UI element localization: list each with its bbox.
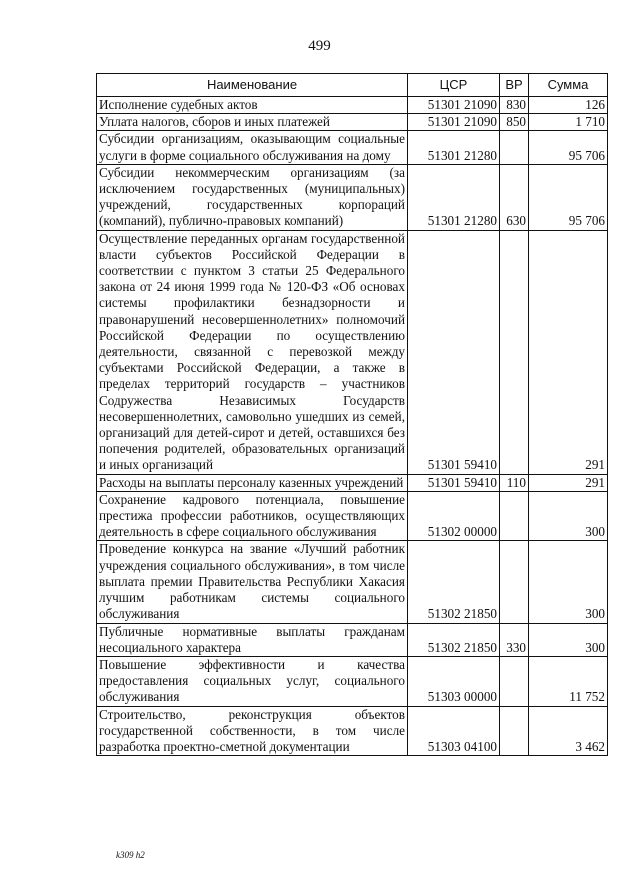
cell-name: Исполнение судебных актов [97, 97, 408, 114]
header-vr: ВР [500, 74, 529, 97]
cell-sum: 291 [529, 474, 608, 491]
cell-sum: 3 462 [529, 706, 608, 756]
cell-sum: 300 [529, 623, 608, 656]
cell-vr: 830 [500, 97, 529, 114]
header-name: Наименование [97, 74, 408, 97]
footer-code: k309 h2 [116, 850, 145, 860]
cell-vr: 110 [500, 474, 529, 491]
cell-name: Расходы на выплаты персоналу казенных учреждений [97, 474, 408, 491]
cell-csr: 51301 21090 [408, 97, 500, 114]
table-row [97, 230, 608, 474]
cell-vr [500, 706, 529, 756]
cell-sum: 11 752 [529, 656, 608, 706]
cell-csr: 51302 21850 [408, 541, 500, 623]
table-row [97, 474, 608, 491]
table-row [97, 491, 608, 541]
cell-csr: 51301 21090 [408, 114, 500, 131]
cell-sum: 1 710 [529, 114, 608, 131]
cell-name: Субсидии некоммерческим организациям (за исключением государственных (муниципальных) учреждений, государственных корпораций (компаний), публично-правовых компаний) [97, 164, 408, 230]
cell-vr: 630 [500, 164, 529, 230]
cell-vr: 850 [500, 114, 529, 131]
cell-sum: 300 [529, 541, 608, 623]
cell-csr: 51301 59410 [408, 474, 500, 491]
cell-csr: 51303 00000 [408, 656, 500, 706]
cell-csr: 51301 21280 [408, 164, 500, 230]
cell-name: Уплата налогов, сборов и иных платежей [97, 114, 408, 131]
table-row [97, 706, 608, 756]
table-row [97, 656, 608, 706]
table-row [97, 541, 608, 623]
cell-name: Субсидии организациям, оказывающим социальные услуги в форме социального обслуживания на дому [97, 131, 408, 164]
header-csr: ЦСР [408, 74, 500, 97]
cell-name: Проведение конкурса на звание «Лучший работник учреждения социального обслуживания», в том числе выплата премии Правительства Республики Хакасия лучшим работникам системы социального обслуживания [97, 541, 408, 623]
table-body [97, 97, 608, 756]
cell-vr [500, 131, 529, 164]
cell-sum: 95 706 [529, 164, 608, 230]
cell-sum: 95 706 [529, 131, 608, 164]
cell-name: Осуществление переданных органам государственной власти субъектов Российской Федерации в соответствии с пунктом 3 статьи 25 Федерального закона от 24 июня 1999 года № 120-ФЗ «Об основах системы профилактики безнадзорности и правонарушений несовершеннолетних» полномочий Российской Федерации по осуществлению деятельности, связанной с перевозкой между субъектами Российской Федерации, а также в пределах территорий государств – участников Содружества Независимых Государств несовершеннолетних, самовольно ушедших из семей, организаций для детей-сирот и детей, оставшихся без попечения родителей, образовательных организаций и иных организаций [97, 230, 408, 474]
cell-csr: 51302 00000 [408, 491, 500, 541]
table-row [97, 97, 608, 114]
cell-vr [500, 541, 529, 623]
cell-vr: 330 [500, 623, 529, 656]
header-sum: Сумма [529, 74, 608, 97]
cell-csr: 51301 59410 [408, 230, 500, 474]
page-number: 499 [308, 38, 331, 54]
table-row [97, 131, 608, 164]
budget-table [96, 73, 608, 756]
cell-csr: 51303 04100 [408, 706, 500, 756]
cell-csr: 51302 21850 [408, 623, 500, 656]
table-row [97, 114, 608, 131]
cell-vr [500, 230, 529, 474]
cell-name: Сохранение кадрового потенциала, повышение престижа профессии работников, осуществляющих деятельность в сфере социального обслуживания [97, 491, 408, 541]
cell-vr [500, 491, 529, 541]
cell-vr [500, 656, 529, 706]
cell-sum: 300 [529, 491, 608, 541]
table-row [97, 164, 608, 230]
table-row [97, 623, 608, 656]
cell-name: Публичные нормативные выплаты гражданам несоциального характера [97, 623, 408, 656]
cell-csr: 51301 21280 [408, 131, 500, 164]
cell-sum: 291 [529, 230, 608, 474]
cell-name: Повышение эффективности и качества предоставления социальных услуг, социального обслуживания [97, 656, 408, 706]
table-header-row [97, 74, 608, 97]
cell-name: Строительство, реконструкция объектов государственной собственности, в том числе разработка проектно-сметной документации [97, 706, 408, 756]
cell-sum: 126 [529, 97, 608, 114]
